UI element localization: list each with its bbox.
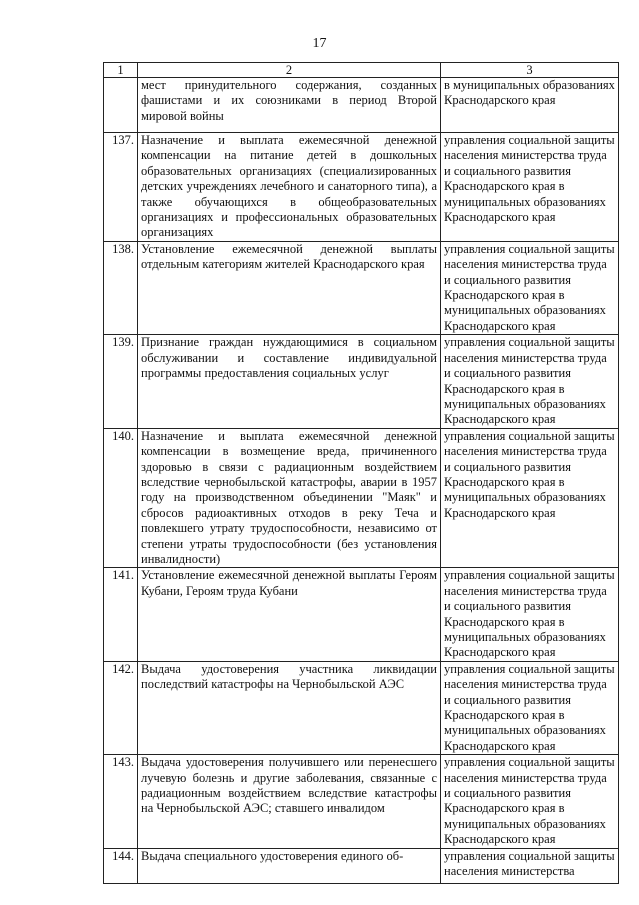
responsible-organization: управления социальной защиты населения министерства: [441, 848, 619, 883]
table-row: [104, 78, 619, 133]
responsible-organization: управления социальной защиты населения министерства труда и социального развития Краснодарского края в муниципальных образованиях Краснодарского края: [441, 755, 619, 848]
responsible-organization: управления социальной защиты населения министерства труда и социального развития Краснодарского края в муниципальных образованиях Краснодарского края: [441, 568, 619, 661]
row-number: 144.: [104, 848, 138, 883]
table-row: [104, 848, 619, 883]
row-number: 142.: [104, 661, 138, 754]
header-col-1: 1: [104, 63, 138, 78]
table-row: [104, 241, 619, 334]
service-description: Выдача удостоверения участника ликвидации последствий катастрофы на Чернобыльской АЭС: [138, 661, 441, 754]
table-row: [104, 428, 619, 568]
page-number: 17: [312, 36, 327, 51]
table-row: [104, 755, 619, 848]
row-number: [104, 78, 138, 133]
service-description: Установление ежемесячной денежной выплаты Героям Кубани, Героям труда Кубани: [138, 568, 441, 661]
table-row: [104, 335, 619, 428]
table-row: [104, 133, 619, 242]
responsible-organization: в муниципальных образованиях Краснодарского края: [441, 78, 619, 133]
header-col-3: 3: [441, 63, 619, 78]
table-row: [104, 661, 619, 754]
row-number: 138.: [104, 241, 138, 334]
services-table: [103, 62, 619, 884]
service-description: Признание граждан нуждающимися в социальном обслуживании и составление индивидуальной программы предоставления социальных услуг: [138, 335, 441, 428]
responsible-organization: управления социальной защиты населения министерства труда и социального развития Краснодарского края в муниципальных образованиях Краснодарского края: [441, 133, 619, 242]
service-description: Выдача удостоверения получившего или перенесшего лучевую болезнь и другие заболевания, связанные с радиационным воздействием вследствие катастрофы на Чернобыльской АЭС; ставшего инвалидом: [138, 755, 441, 848]
responsible-organization: управления социальной защиты населения министерства труда и социального развития Краснодарского края в муниципальных образованиях Краснодарского края: [441, 661, 619, 754]
row-number: 143.: [104, 755, 138, 848]
row-number: 141.: [104, 568, 138, 661]
row-number: 139.: [104, 335, 138, 428]
row-number: 140.: [104, 428, 138, 568]
responsible-organization: управления социальной защиты населения министерства труда и социального развития Краснодарского края в муниципальных образованиях Краснодарского края: [441, 241, 619, 334]
table-row: [104, 568, 619, 661]
service-description: мест принудительного содержания, созданных фашистами и их союзниками в период Второй мировой войны: [138, 78, 441, 133]
responsible-organization: управления социальной защиты населения министерства труда и социального развития Краснодарского края в муниципальных образованиях Краснодарского края: [441, 428, 619, 568]
header-col-2: 2: [138, 63, 441, 78]
responsible-organization: управления социальной защиты населения министерства труда и социального развития Краснодарского края в муниципальных образованиях Краснодарского края: [441, 335, 619, 428]
service-description: Назначение и выплата ежемесячной денежной компенсации на питание детей в дошкольных образовательных организациях (специализированных детских учреждениях лечебного и санаторного типа), а также обучающихся в общеобразовательных организациях и профессиональных образовательных организациях: [138, 133, 441, 242]
service-description: Выдача специального удостоверения единого об-: [138, 848, 441, 883]
row-number: 137.: [104, 133, 138, 242]
table-header-row: [104, 63, 619, 78]
service-description: Назначение и выплата ежемесячной денежной компенсации в возмещение вреда, причиненного здоровью в связи с радиационным воздействием вследствие чернобыльской катастрофы, аварии в 1957 году на производственном объединении "Маяк" и сбросов радиоактивных отходов в реку Теча и повлекшего утрату трудоспособности, независимо от степени утраты трудоспособности (без установления инвалидности): [138, 428, 441, 568]
service-description: Установление ежемесячной денежной выплаты отдельным категориям жителей Краснодарского края: [138, 241, 441, 334]
